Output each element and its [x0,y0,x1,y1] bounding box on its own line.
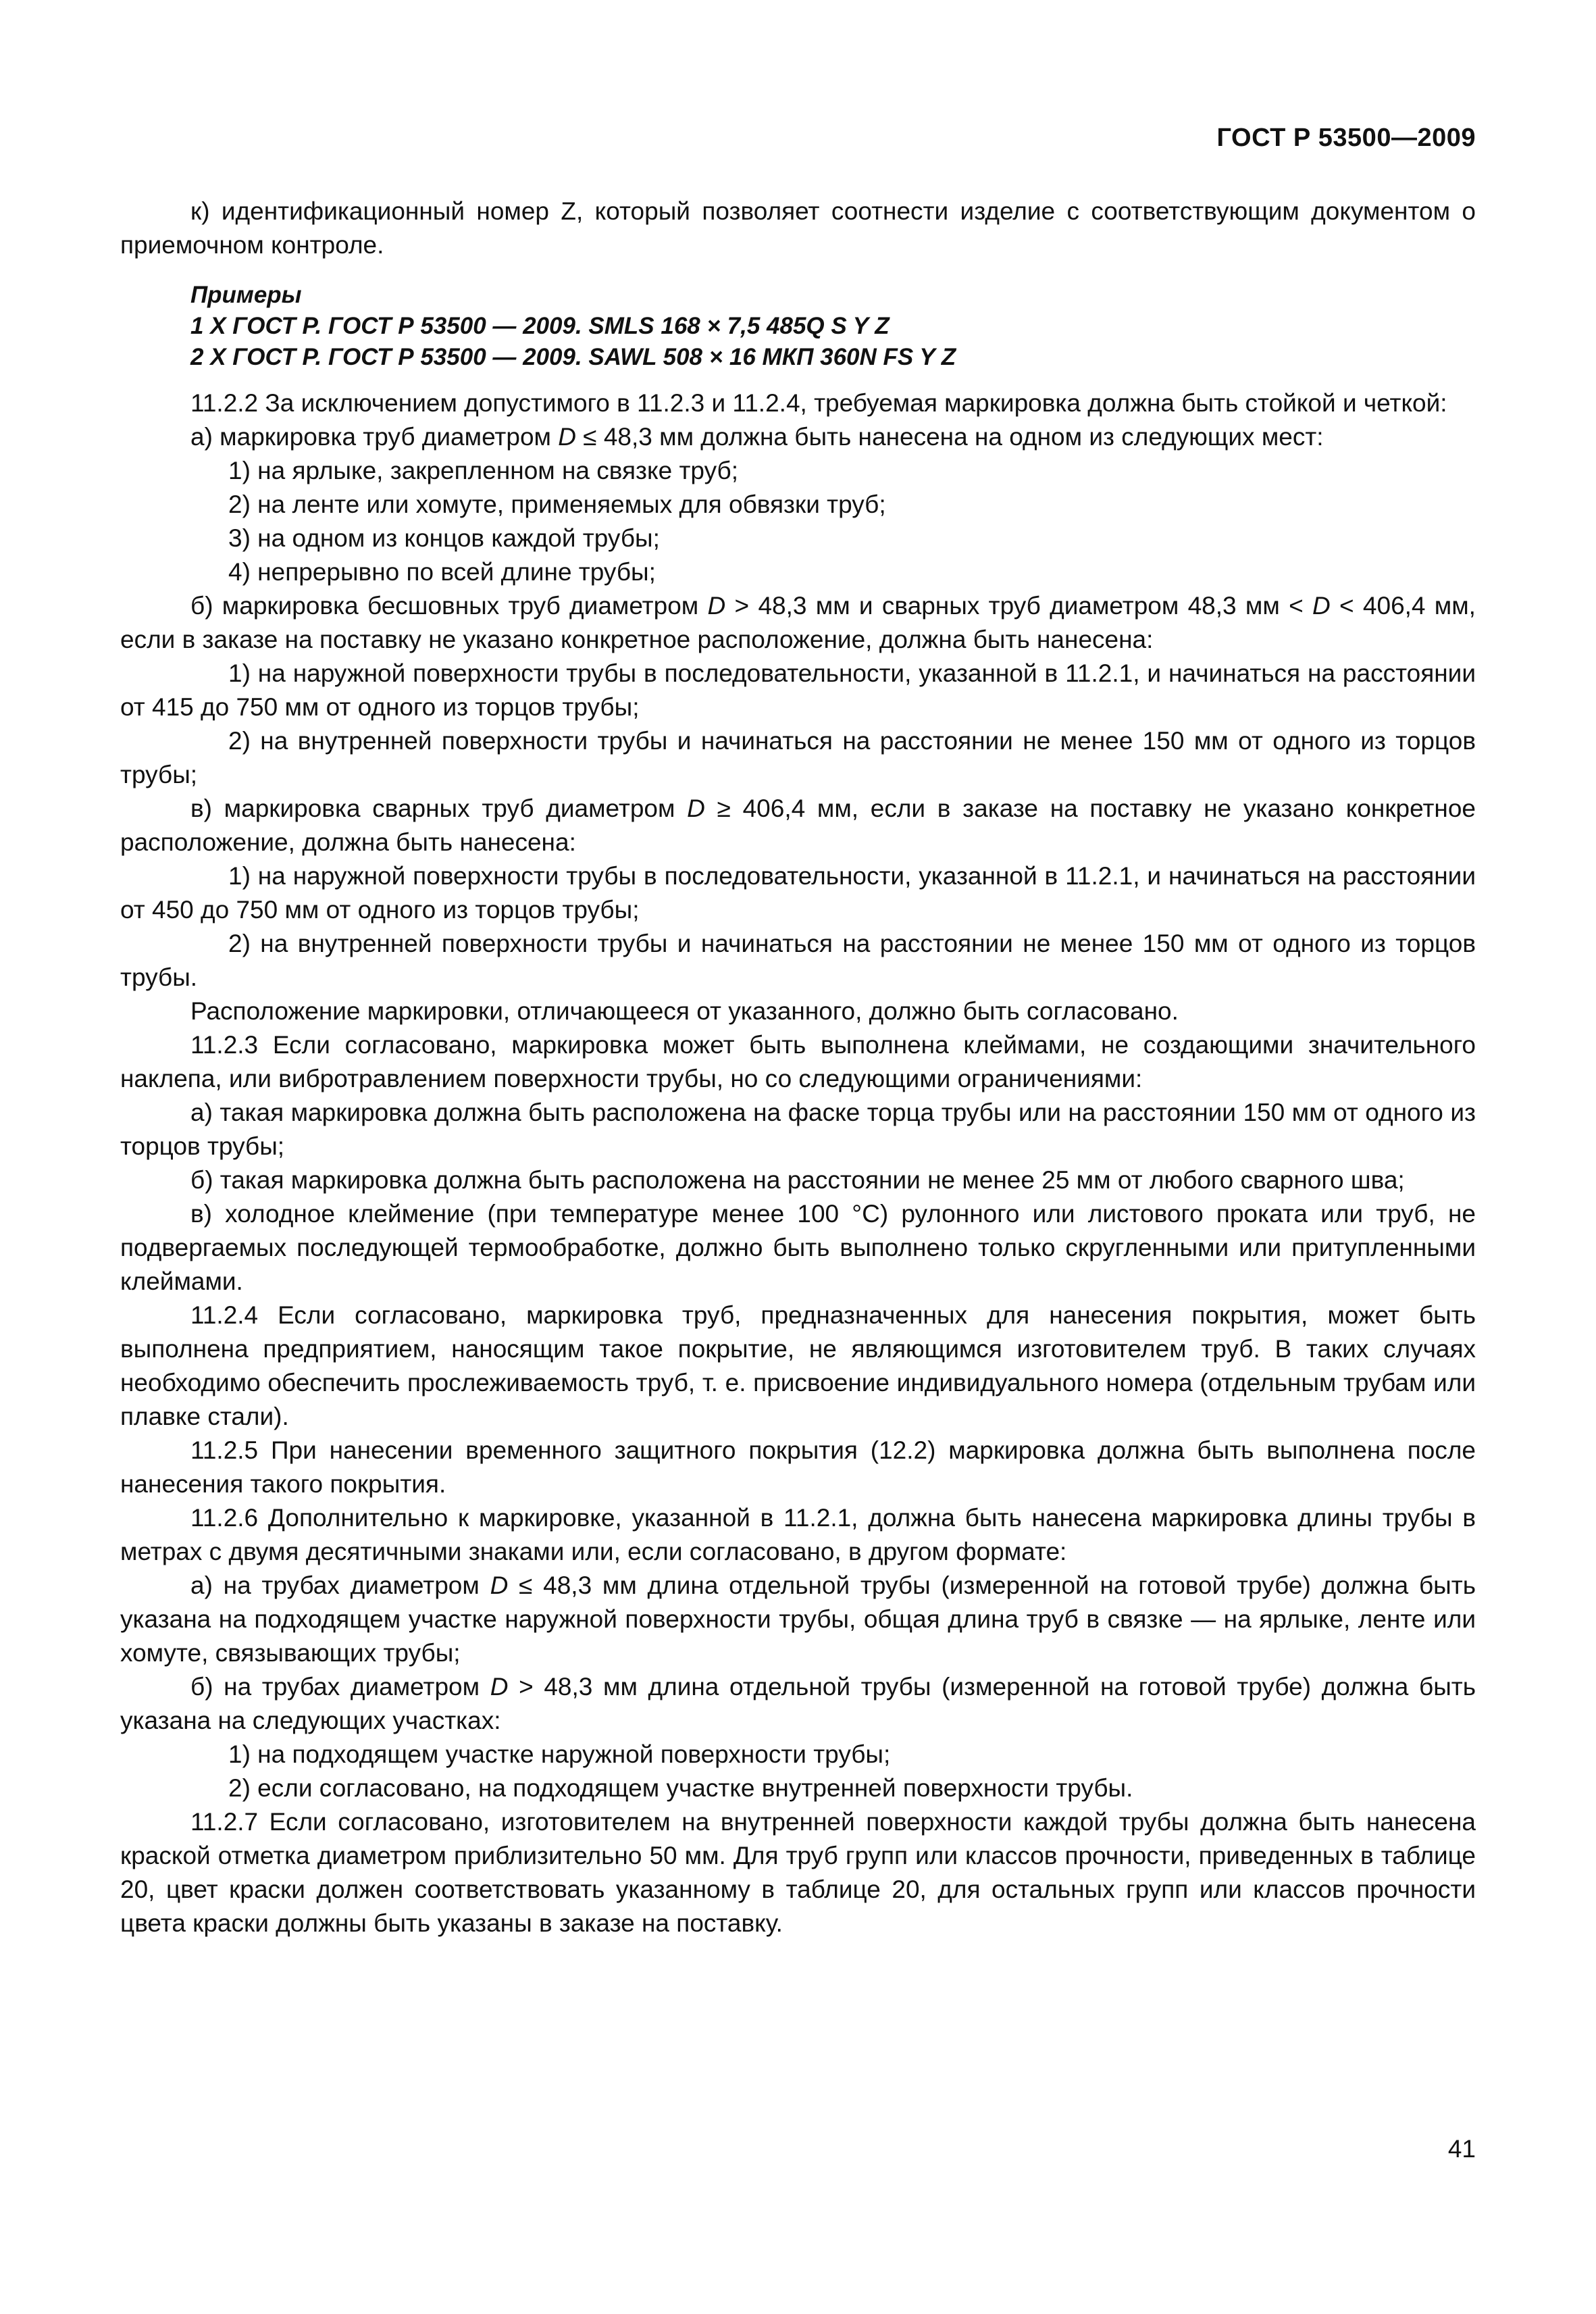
clause-11-2-6-b-1: 1) на подходящем участке наружной поверхности трубы; [228,1740,891,1768]
clause-11-2-4: 11.2.4 Если согласовано, маркировка труб, предназначенных для нанесения покрытия, может быть выполнена предприятием, наносящим такое покрытие, не являющимся изготовителем труб. В таких случаях необходимо обеспечить прослеживаемость труб, т. е. присвоение индивидуального номера (отдельным трубам или плавке стали). [120,1301,1476,1430]
example-line-2: 2 X ГОСТ Р. ГОСТ Р 53500 — 2009. SAWL 508 × 16 МКП 360N FS Y Z [190,344,956,370]
clause-11-2-2-c-2: 2) на внутренней поверхности трубы и начинаться на расстоянии не менее 150 мм от одного из торцов трубы. [120,930,1476,991]
clause-11-2-2: 11.2.2 За исключением допустимого в 11.2.3 и 11.2.4, требуемая маркировка должна быть стойкой и четкой: [190,389,1447,417]
clause-11-2-3-b: б) такая маркировка должна быть расположена на расстоянии не менее 25 мм от любого сварного шва; [190,1166,1405,1194]
clause-11-2-2-closing: Расположение маркировки, отличающееся от указанного, должно быть согласовано. [190,997,1179,1025]
example-line-1: 1 X ГОСТ Р. ГОСТ Р 53500 — 2009. SMLS 168 × 7,5 485Q S Y Z [190,313,890,339]
clause-11-2-6-a: а) на трубах диаметром D ≤ 48,3 мм длина отдельной трубы (измеренной на готовой трубе) должна быть указана на подходящем участке наружной поверхности трубы, общая длина труб в связке — на ярлыке, ленте или хомуте, связывающих трубы; [120,1571,1476,1667]
clause-11-2-2-c: в) маркировка сварных труб диаметром D ≥ 406,4 мм, если в заказе на поставку не указано конкретное расположение, должна быть нанесена: [120,795,1476,856]
clause-11-2-3-a: а) такая маркировка должна быть расположена на фаске торца трубы или на расстоянии 150 мм от одного из торцов трубы; [120,1099,1476,1160]
clause-11-2-2-b-1: 1) на наружной поверхности трубы в последовательности, указанной в 11.2.1, и начинаться на расстоянии от 415 до 750 мм от одного из торцов трубы; [120,659,1476,721]
document-code-header: ГОСТ Р 53500—2009 [1216,124,1476,152]
examples-block [120,280,1476,373]
clause-11-2-6: 11.2.6 Дополнительно к маркировке, указанной в 11.2.1, должна быть нанесена маркировка длины трубы в метрах с двумя десятичными знаками или, если согласовано, в другом формате: [120,1504,1476,1565]
clause-11-2-6-b: б) на трубах диаметром D > 48,3 мм длина отдельной трубы (измеренной на готовой трубе) должна быть указана на следующих участках: [120,1673,1476,1734]
item-k: к) идентификационный номер Z, который позволяет соотнести изделие с соответствующим документом о приемочном контроле. [120,197,1476,259]
document-body [120,195,1476,1940]
clause-11-2-2-b: б) маркировка бесшовных труб диаметром D > 48,3 мм и сварных труб диаметром 48,3 мм < D < 406,4 мм, если в заказе на поставку не указано конкретное расположение, должна быть нанесена: [120,592,1476,653]
clause-11-2-2-b-2: 2) на внутренней поверхности трубы и начинаться на расстоянии не менее 150 мм от одного из торцов трубы; [120,727,1476,788]
clause-11-2-2-a-1: 1) на ярлыке, закрепленном на связке труб; [228,457,738,484]
clause-11-2-2-a-3: 3) на одном из концов каждой трубы; [228,524,660,552]
clause-11-2-2-a-4: 4) непрерывно по всей длине трубы; [228,558,656,586]
clause-11-2-2-a: а) маркировка труб диаметром D ≤ 48,3 мм должна быть нанесена на одном из следующих мест: [190,423,1324,451]
clause-11-2-6-b-2: 2) если согласовано, на подходящем участке внутренней поверхности трубы. [228,1774,1133,1802]
clause-11-2-2-a-2: 2) на ленте или хомуте, применяемых для обвязки труб; [228,491,886,518]
clause-11-2-3-c: в) холодное клеймение (при температуре менее 100 °С) рулонного или листового проката или труб, не подвергаемых последующей термообработке, должно быть выполнено только скругленными или притупленными клеймами. [120,1200,1476,1295]
clause-11-2-2-c-1: 1) на наружной поверхности трубы в последовательности, указанной в 11.2.1, и начинаться на расстоянии от 450 до 750 мм от одного из торцов трубы; [120,862,1476,924]
clause-11-2-5: 11.2.5 При нанесении временного защитного покрытия (12.2) маркировка должна быть выполнена после нанесения такого покрытия. [120,1436,1476,1498]
examples-title: Примеры [190,282,302,308]
clause-11-2-7: 11.2.7 Если согласовано, изготовителем на внутренней поверхности каждой трубы должна быть нанесена краской отметка диаметром приблизительно 50 мм. Для труб групп или классов прочности, приведенных в таблице 20, цвет краски должен соответствовать указанному в таблице 20, для остальных групп или классов прочности цвета краски должны быть указаны в заказе на поставку. [120,1808,1476,1937]
page-number: 41 [1447,2135,1476,2163]
clause-11-2-3: 11.2.3 Если согласовано, маркировка может быть выполнена клеймами, не создающими значительного наклепа, или вибротравлением поверхности трубы, но со следующими ограничениями: [120,1031,1476,1092]
